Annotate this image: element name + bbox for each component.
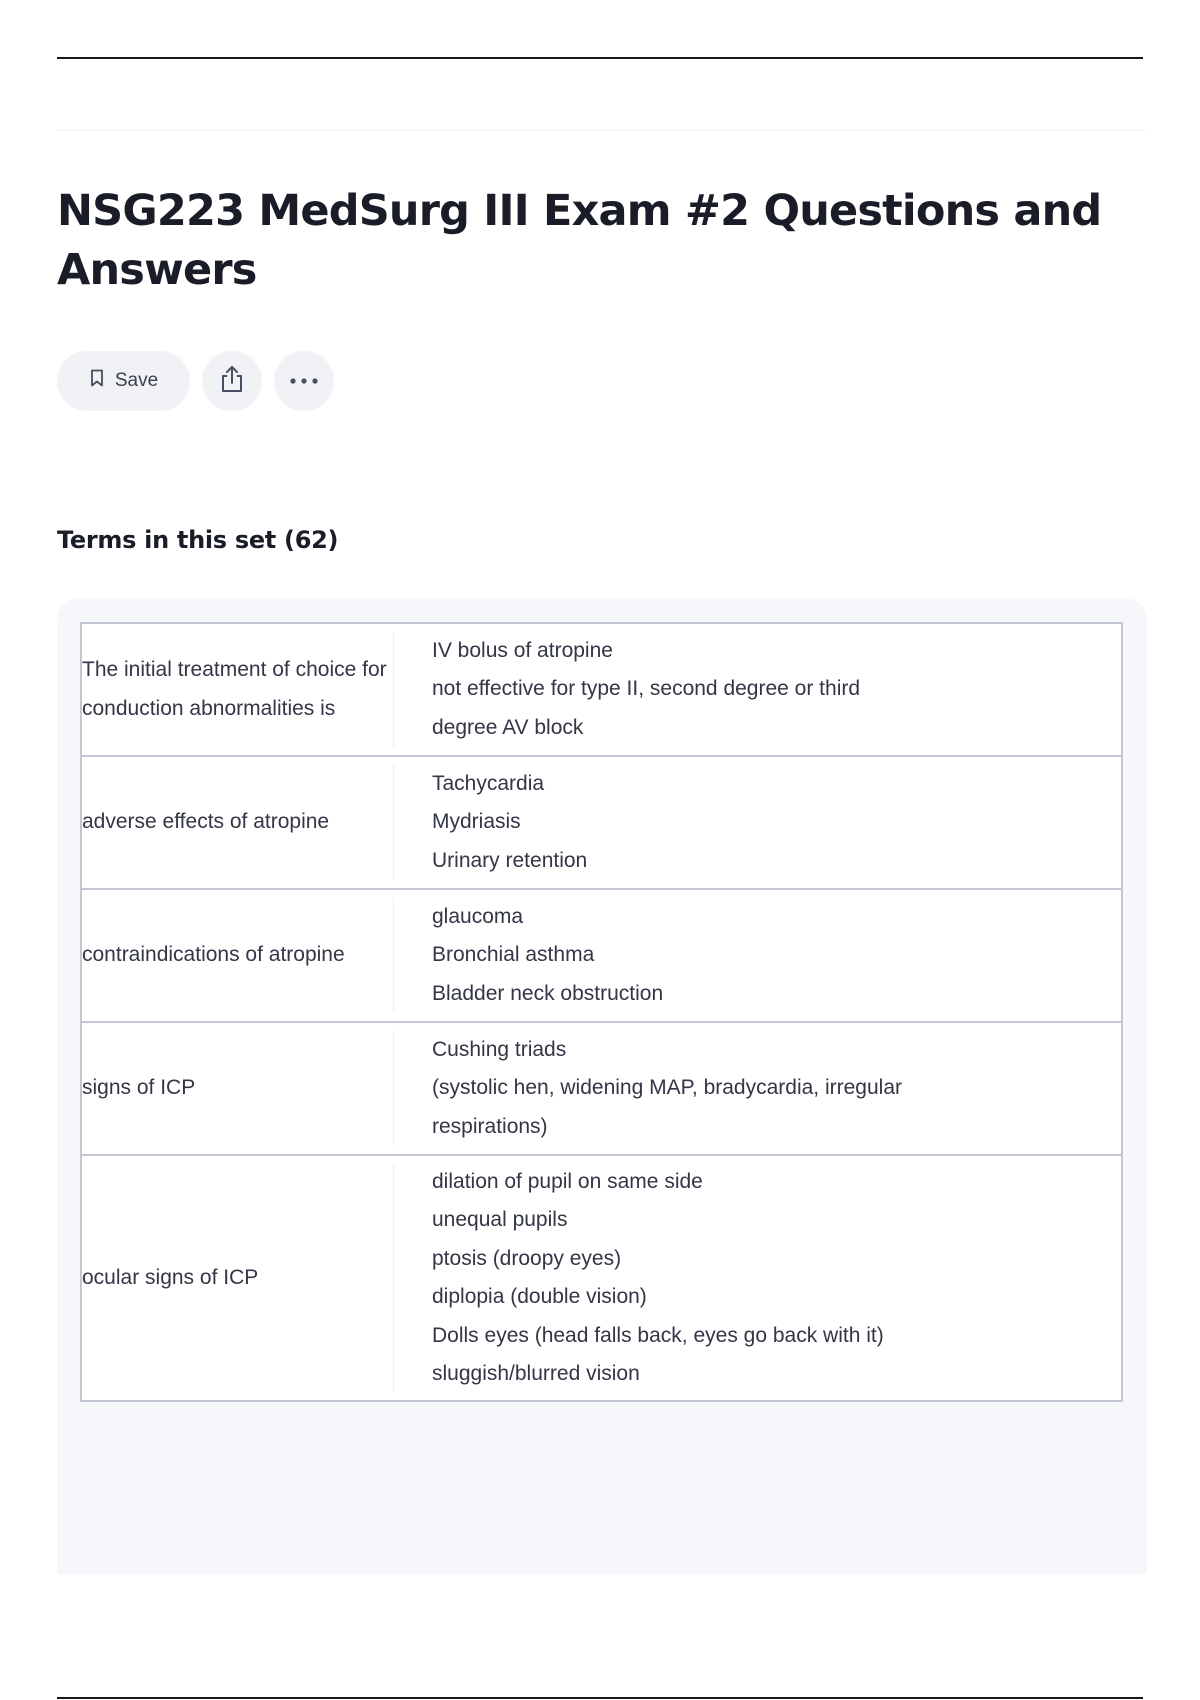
more-icon bbox=[289, 372, 319, 390]
definition-line: sluggish/blurred vision bbox=[432, 1362, 640, 1385]
definition-line: diplopia (double vision) bbox=[432, 1285, 647, 1308]
term-cell bbox=[81, 1155, 394, 1401]
header-divider bbox=[57, 130, 1147, 131]
definition-line: ptosis (droopy eyes) bbox=[432, 1246, 622, 1270]
definition-line: glaucoma bbox=[432, 904, 524, 928]
bottom-divider bbox=[57, 1697, 1143, 1699]
top-divider bbox=[57, 57, 1143, 59]
term-cell bbox=[81, 889, 394, 1022]
definition-line: (systolic hen, widening MAP, bradycardia, irregular bbox=[432, 1076, 902, 1100]
definition-line: dilation of pupil on same side bbox=[432, 1169, 703, 1193]
definition-line: Dolls eyes (head falls back, eyes go back with it) bbox=[432, 1323, 884, 1347]
definition-cell bbox=[394, 889, 1122, 1022]
bookmark-icon bbox=[89, 368, 105, 394]
definition-line: unequal pupils bbox=[432, 1208, 568, 1231]
definition-cell bbox=[394, 1155, 1122, 1401]
more-options-button[interactable] bbox=[274, 351, 334, 411]
definition-cell bbox=[394, 623, 1122, 756]
term-cell bbox=[81, 756, 394, 889]
table-row bbox=[81, 623, 1122, 756]
save-button[interactable] bbox=[57, 351, 190, 411]
term-cell bbox=[81, 1022, 394, 1155]
table-row bbox=[81, 1155, 1122, 1401]
terms-table bbox=[80, 622, 1123, 1402]
save-button-label: Save bbox=[114, 370, 159, 391]
definition-line: degree AV block bbox=[432, 715, 584, 739]
definition-line: IV bolus of atropine bbox=[432, 638, 613, 662]
table-row bbox=[81, 889, 1122, 1022]
term-text: contraindications of atropine bbox=[82, 943, 345, 967]
share-button[interactable] bbox=[202, 351, 262, 411]
term-text: adverse effects of atropine bbox=[82, 810, 330, 834]
definition-line: respirations) bbox=[432, 1114, 548, 1138]
term-text: ocular signs of ICP bbox=[82, 1265, 259, 1289]
definition-cell bbox=[394, 756, 1122, 889]
term-cell bbox=[81, 623, 394, 756]
definition-line: Bladder neck obstruction bbox=[432, 981, 664, 1005]
term-text: signs of ICP bbox=[82, 1076, 196, 1100]
definition-line: Mydriasis bbox=[432, 810, 521, 834]
table-row bbox=[81, 1022, 1122, 1155]
share-icon bbox=[219, 364, 245, 399]
definition-line: Urinary retention bbox=[432, 848, 588, 872]
definition-cell bbox=[394, 1022, 1122, 1155]
table-row bbox=[81, 756, 1122, 889]
definition-line: Bronchial asthma bbox=[432, 943, 595, 967]
definition-line: Cushing triads bbox=[432, 1037, 567, 1061]
action-bar bbox=[57, 351, 334, 411]
definition-line: not effective for type II, second degree or third bbox=[432, 677, 861, 701]
term-text: The initial treatment of choice for conduction abnormalities is bbox=[82, 658, 393, 720]
terms-heading: Terms in this set (62) bbox=[57, 526, 339, 554]
definition-line: Tachycardia bbox=[432, 771, 545, 795]
page-title: NSG223 MedSurg III Exam #2 Questions and Answers bbox=[57, 186, 1102, 295]
